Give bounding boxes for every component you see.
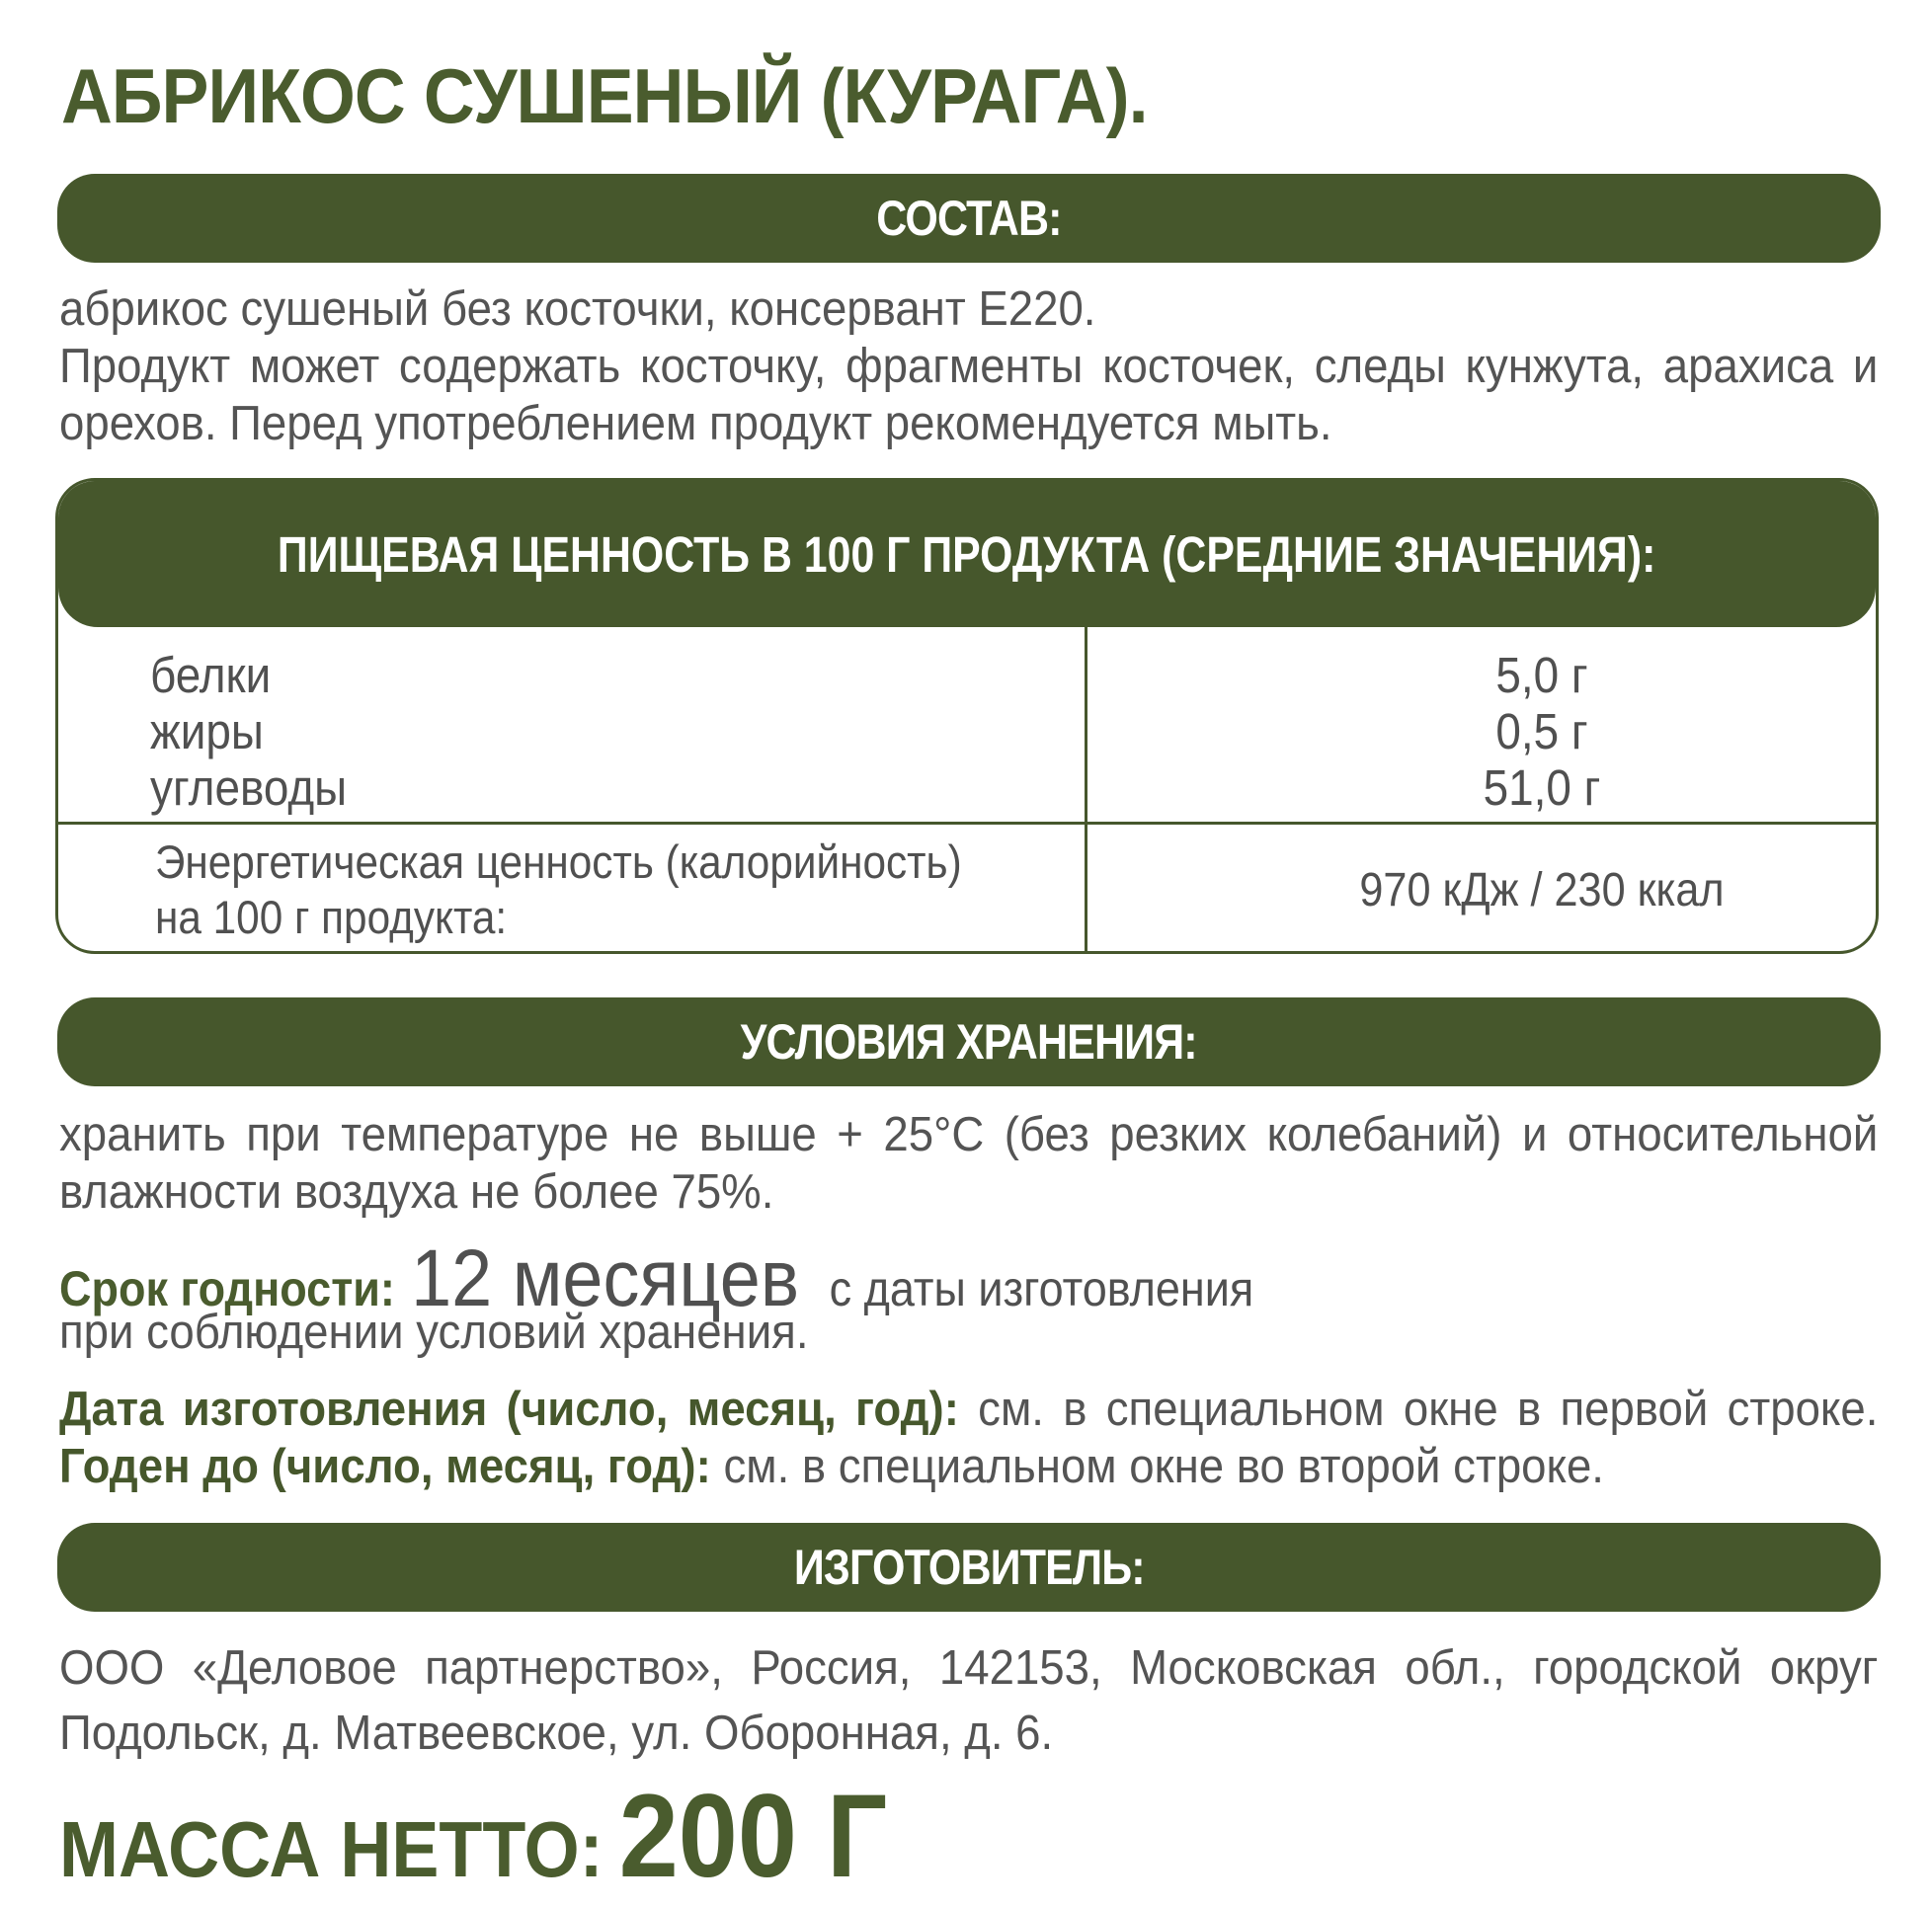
- nutrition-label-protein: белки: [150, 647, 272, 703]
- nutrition-column-divider: [1085, 627, 1087, 954]
- product-title: АБРИКОС СУШЕНЫЙ (КУРАГА).: [61, 52, 1148, 139]
- production-date-label: Дата изготовления (число, месяц, год):: [59, 1383, 959, 1436]
- shelf-life-value: 12 месяцев: [411, 1233, 800, 1323]
- net-mass-value: 200 Г: [618, 1770, 888, 1902]
- production-expiry-info: [59, 1381, 1878, 1495]
- nutrition-value-fat: 0,5 г: [1495, 703, 1588, 759]
- storage-header-label: УСЛОВИЯ ХРАНЕНИЯ:: [740, 1014, 1198, 1070]
- nutrition-row-divider: [58, 822, 1876, 825]
- net-mass: [59, 1768, 887, 1904]
- expiry-date-text: см. в специальном окне во второй строке.: [710, 1440, 1604, 1493]
- shelf-life-label: Срок годности:: [59, 1261, 395, 1316]
- manufacturer-header: [57, 1523, 1881, 1612]
- nutrition-label-fat: жиры: [150, 703, 264, 759]
- energy-value: 970 кДж / 230 ккал: [1359, 864, 1725, 916]
- composition-line1: абрикос сушеный без косточки, консервант Е220.: [59, 282, 1096, 336]
- manufacturer-address: ООО «Деловое партнерство», Россия, 142153, Московская обл., городской округ Подольск, д. Матвеевское, ул. Оборонная, д. 6.: [59, 1641, 1879, 1760]
- nutrition-table: [55, 478, 1879, 954]
- shelf-life-tail: с даты изготовления: [829, 1261, 1254, 1316]
- composition-header: [57, 174, 1881, 263]
- manufacturer-header-label: ИЗГОТОВИТЕЛЬ:: [793, 1540, 1145, 1595]
- composition-allergens: Продукт может содержать косточку, фрагменты косточек, следы кунжута, арахиса и орехов. Перед употреблением продукт рекомендуется мыть.: [59, 340, 1879, 450]
- composition-header-label: СОСТАВ:: [876, 191, 1062, 246]
- nutrition-value-carbs: 51,0 г: [1483, 759, 1601, 816]
- expiry-date-label: Годен до (число, месяц, год):: [59, 1440, 711, 1493]
- net-mass-label: МАССА НЕТТО:: [59, 1805, 604, 1893]
- nutrition-header-label: ПИЩЕВАЯ ЦЕННОСТЬ В 100 Г ПРОДУКТА (СРЕДНИЕ ЗНАЧЕНИЯ):: [278, 525, 1656, 583]
- shelf-life-condition: при соблюдении условий хранения.: [59, 1306, 809, 1359]
- energy-label-line1: Энергетическая ценность (калорийность): [155, 835, 962, 888]
- nutrition-header: [58, 481, 1876, 627]
- storage-conditions: хранить при температуре не выше + 25°С (без резких колебаний) и относительной влажности воздуха не более 75%.: [59, 1108, 1879, 1219]
- storage-header: [57, 997, 1881, 1086]
- production-date-text: см. в специальном окне в первой строке.: [958, 1383, 1879, 1436]
- nutrition-label-carbs: углеводы: [150, 759, 348, 816]
- energy-label-line2: на 100 г продукта:: [155, 891, 508, 943]
- nutrition-value-protein: 5,0 г: [1495, 647, 1588, 703]
